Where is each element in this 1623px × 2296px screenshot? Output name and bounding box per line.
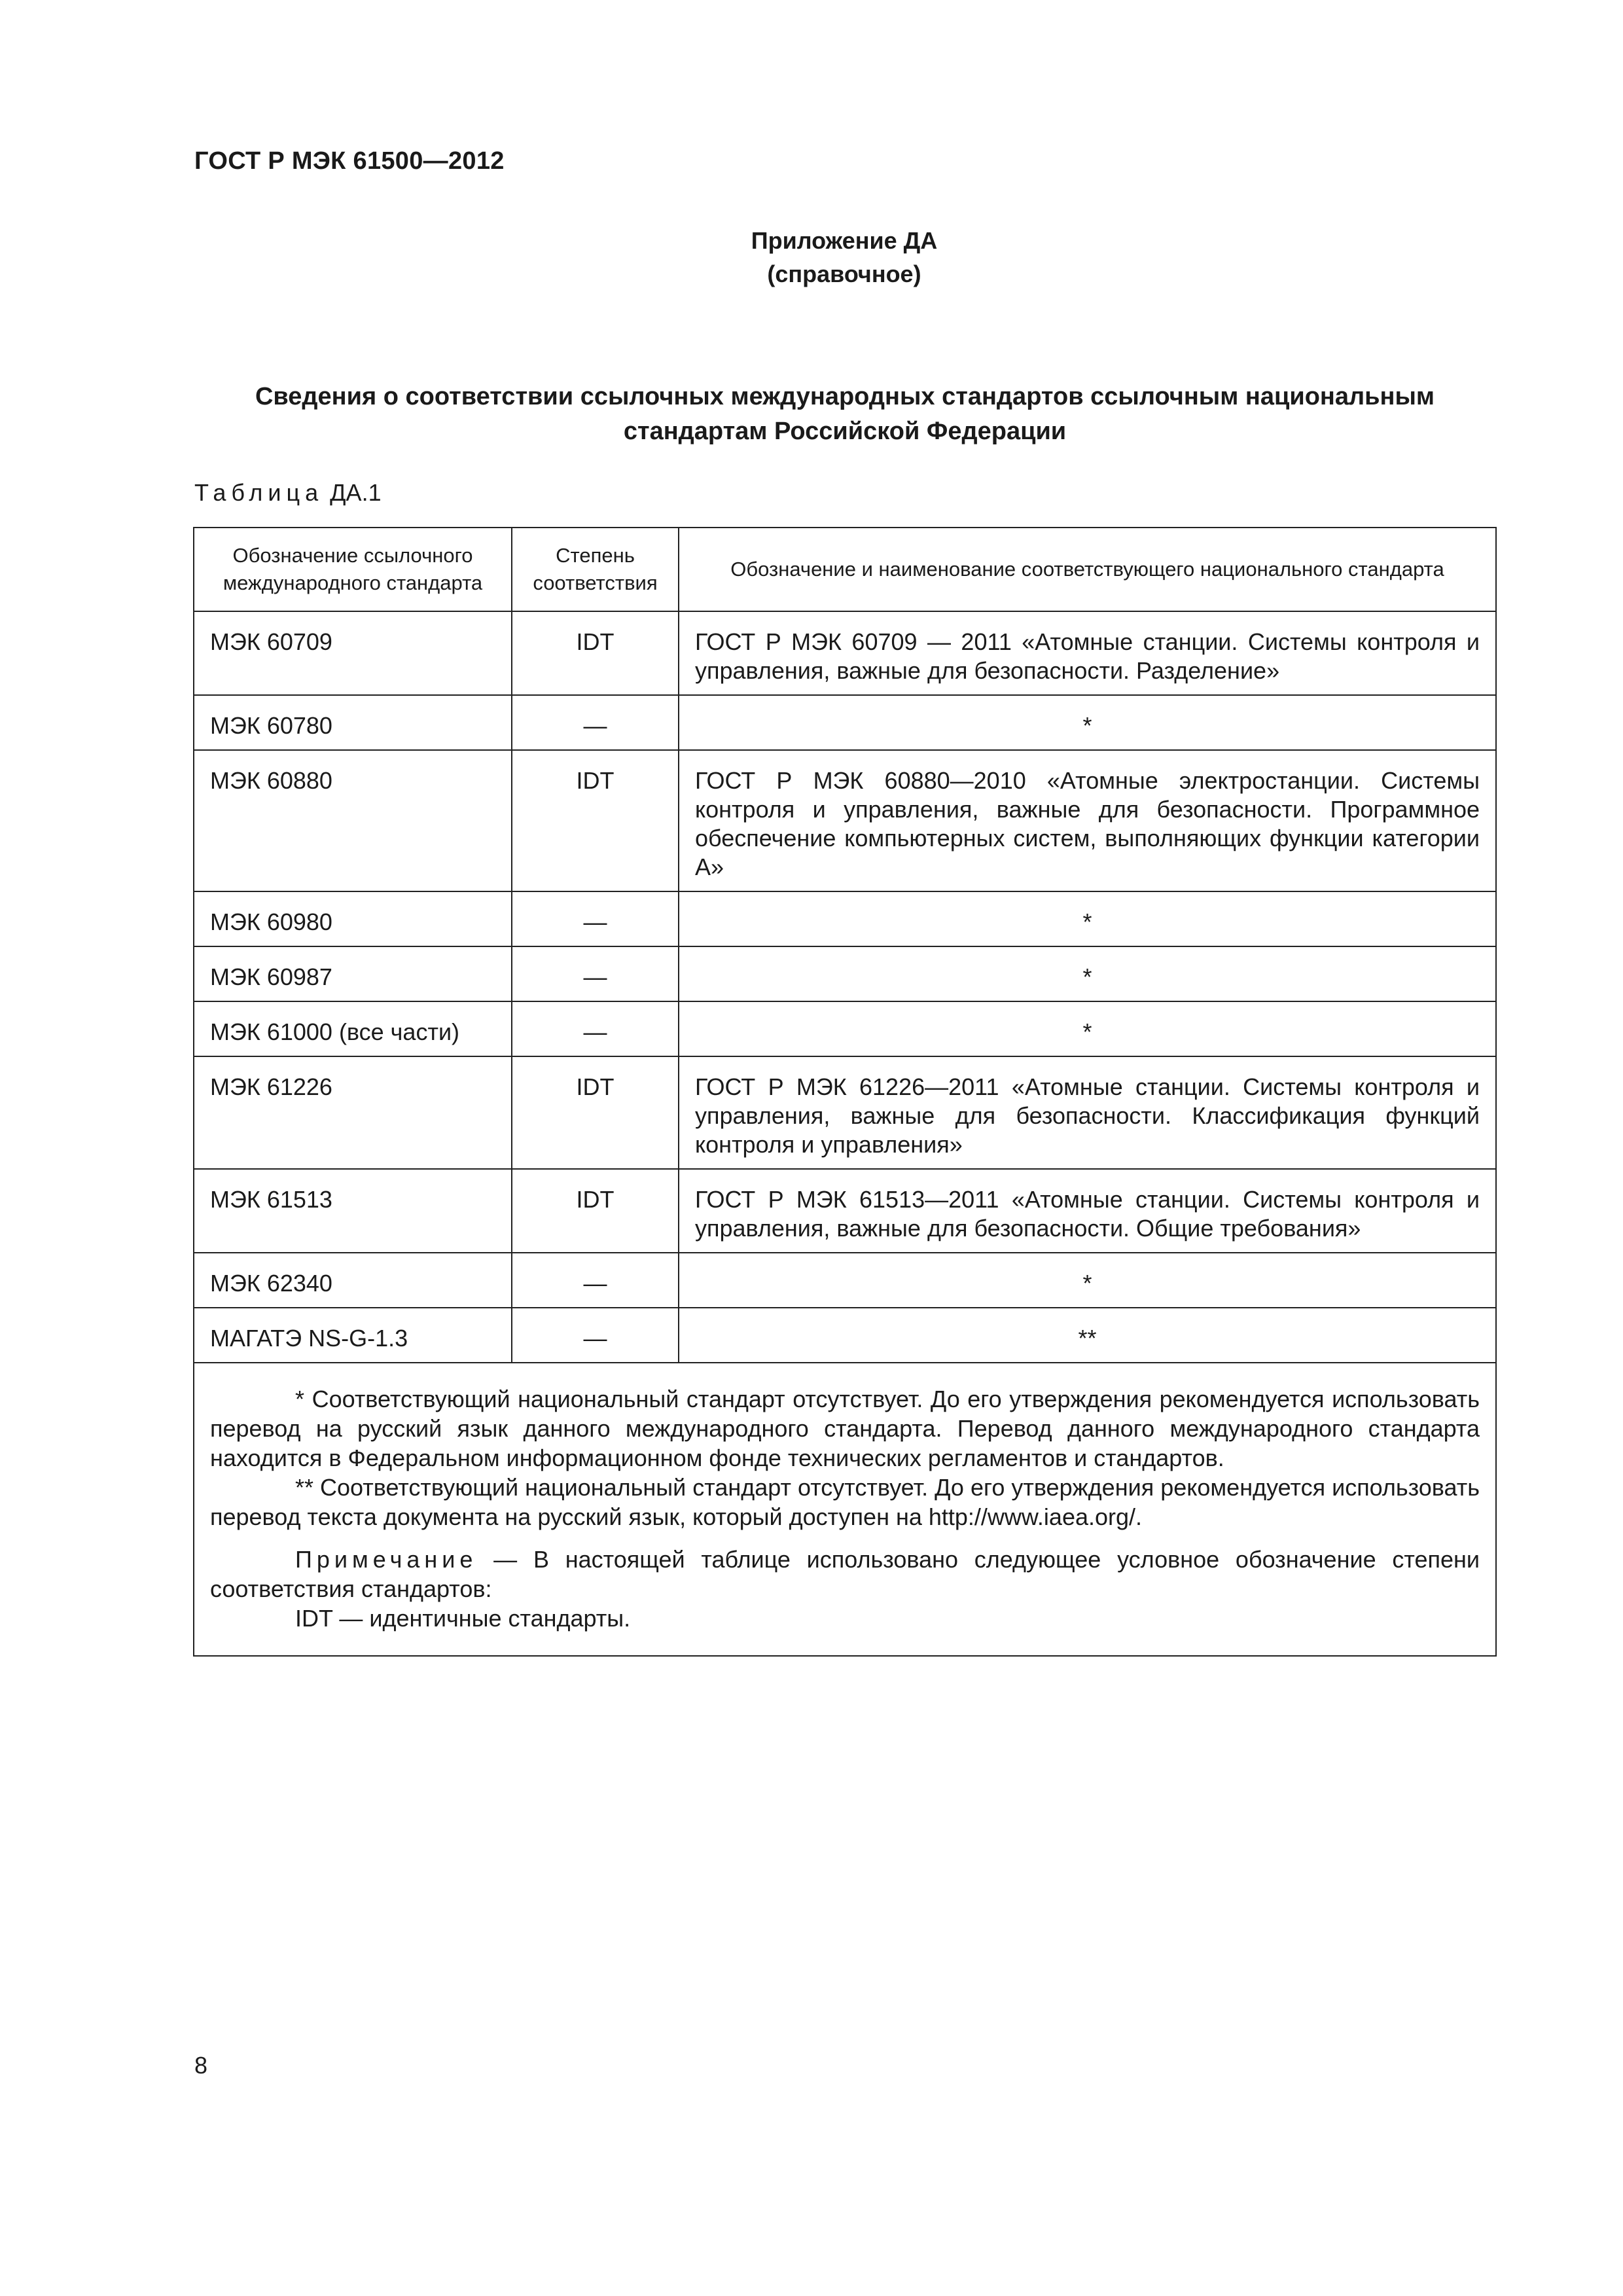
annex-subtitle: (справочное) xyxy=(767,260,921,287)
cell-national: ГОСТ Р МЭК 61513—2011 «Атомные станции. Системы контроля и управления, важные для безопасности. Общие требования» xyxy=(679,1169,1496,1253)
cell-reference: МЭК 60987 xyxy=(194,946,512,1001)
cell-national: ** xyxy=(679,1308,1496,1363)
annex-heading xyxy=(0,224,1623,291)
cell-national: * xyxy=(679,695,1496,750)
table-row xyxy=(194,1253,1496,1308)
cell-degree: — xyxy=(512,1253,679,1308)
table-row xyxy=(194,695,1496,750)
table-row xyxy=(194,750,1496,891)
table-row xyxy=(194,891,1496,946)
cell-degree: — xyxy=(512,1308,679,1363)
cell-reference: МАГАТЭ NS-G-1.3 xyxy=(194,1308,512,1363)
table-row xyxy=(194,1056,1496,1169)
table-header-row xyxy=(194,528,1496,611)
header-col1-line2: международного стандарта xyxy=(223,571,483,594)
cell-national: * xyxy=(679,946,1496,1001)
cell-degree: IDT xyxy=(512,1056,679,1169)
table-row xyxy=(194,1001,1496,1056)
standards-table xyxy=(193,527,1497,1657)
page-number: 8 xyxy=(194,2052,208,2079)
footnote-one-star: * Соответствующий национальный стандарт отсутствует. До его утверждения рекомендуется использовать перевод на русский язык данного международного стандарта. Перевод данного международного стандарта находится в Федеральном информационном фонде технических регламентов и стандартов. xyxy=(210,1386,1480,1471)
cell-national: ГОСТ Р МЭК 60880—2010 «Атомные электростанции. Системы контроля и управления, важные для безопасности. Программное обеспечение компьютерных систем, выполняющих функции категории А» xyxy=(679,750,1496,891)
table-note xyxy=(210,1545,1480,1604)
section-title-line1: Сведения о соответствии ссылочных международных стандартов ссылочным национальным xyxy=(255,383,1435,410)
cell-degree: — xyxy=(512,891,679,946)
cell-reference: МЭК 60980 xyxy=(194,891,512,946)
cell-degree: IDT xyxy=(512,1169,679,1253)
header-col1-line1: Обозначение ссылочного xyxy=(232,544,473,567)
header-national-standard: Обозначение и наименование соответствующего национального стандарта xyxy=(679,528,1496,611)
note-label: Примечание xyxy=(295,1546,478,1573)
section-title xyxy=(194,380,1495,449)
cell-national: * xyxy=(679,1001,1496,1056)
cell-reference: МЭК 62340 xyxy=(194,1253,512,1308)
table-caption-prefix: Таблица xyxy=(194,479,324,506)
cell-degree: — xyxy=(512,1001,679,1056)
note-text: — В настоящей таблице использовано следующее условное обозначение степени соответствия стандартов: xyxy=(210,1546,1480,1602)
table-footnotes xyxy=(194,1363,1496,1656)
table-caption xyxy=(194,479,382,507)
cell-reference: МЭК 61000 (все части) xyxy=(194,1001,512,1056)
cell-reference: МЭК 61226 xyxy=(194,1056,512,1169)
section-title-line2: стандартам Российской Федерации xyxy=(623,418,1067,445)
table-row xyxy=(194,1169,1496,1253)
note-idt-definition: IDT — идентичные стандарты. xyxy=(295,1605,631,1632)
header-reference-standard xyxy=(194,528,512,611)
header-col2-line2: соответствия xyxy=(533,571,658,594)
cell-degree: IDT xyxy=(512,611,679,695)
table-footnotes-row xyxy=(194,1363,1496,1656)
annex-title: Приложение ДА xyxy=(751,227,938,254)
cell-reference: МЭК 60880 xyxy=(194,750,512,891)
cell-national: ГОСТ Р МЭК 60709 — 2011 «Атомные станции. Системы контроля и управления, важные для безопасности. Разделение» xyxy=(679,611,1496,695)
header-col2-line1: Степень xyxy=(556,544,635,567)
cell-degree: — xyxy=(512,695,679,750)
document-code: ГОСТ Р МЭК 61500—2012 xyxy=(194,147,505,175)
cell-national: * xyxy=(679,1253,1496,1308)
header-degree xyxy=(512,528,679,611)
cell-reference: МЭК 60780 xyxy=(194,695,512,750)
footnote-two-star: ** Соответствующий национальный стандарт отсутствует. До его утверждения рекомендуется использовать перевод текста документа на русский язык, который доступен на http://www.iaea.org/. xyxy=(210,1474,1480,1530)
cell-national: ГОСТ Р МЭК 61226—2011 «Атомные станции. Системы контроля и управления, важные для безопасности. Классификация функций контроля и управления» xyxy=(679,1056,1496,1169)
cell-national: * xyxy=(679,891,1496,946)
cell-reference: МЭК 60709 xyxy=(194,611,512,695)
cell-degree: — xyxy=(512,946,679,1001)
cell-degree: IDT xyxy=(512,750,679,891)
table-caption-number: ДА.1 xyxy=(330,479,382,506)
table-row xyxy=(194,946,1496,1001)
table-row xyxy=(194,1308,1496,1363)
cell-reference: МЭК 61513 xyxy=(194,1169,512,1253)
table-row xyxy=(194,611,1496,695)
